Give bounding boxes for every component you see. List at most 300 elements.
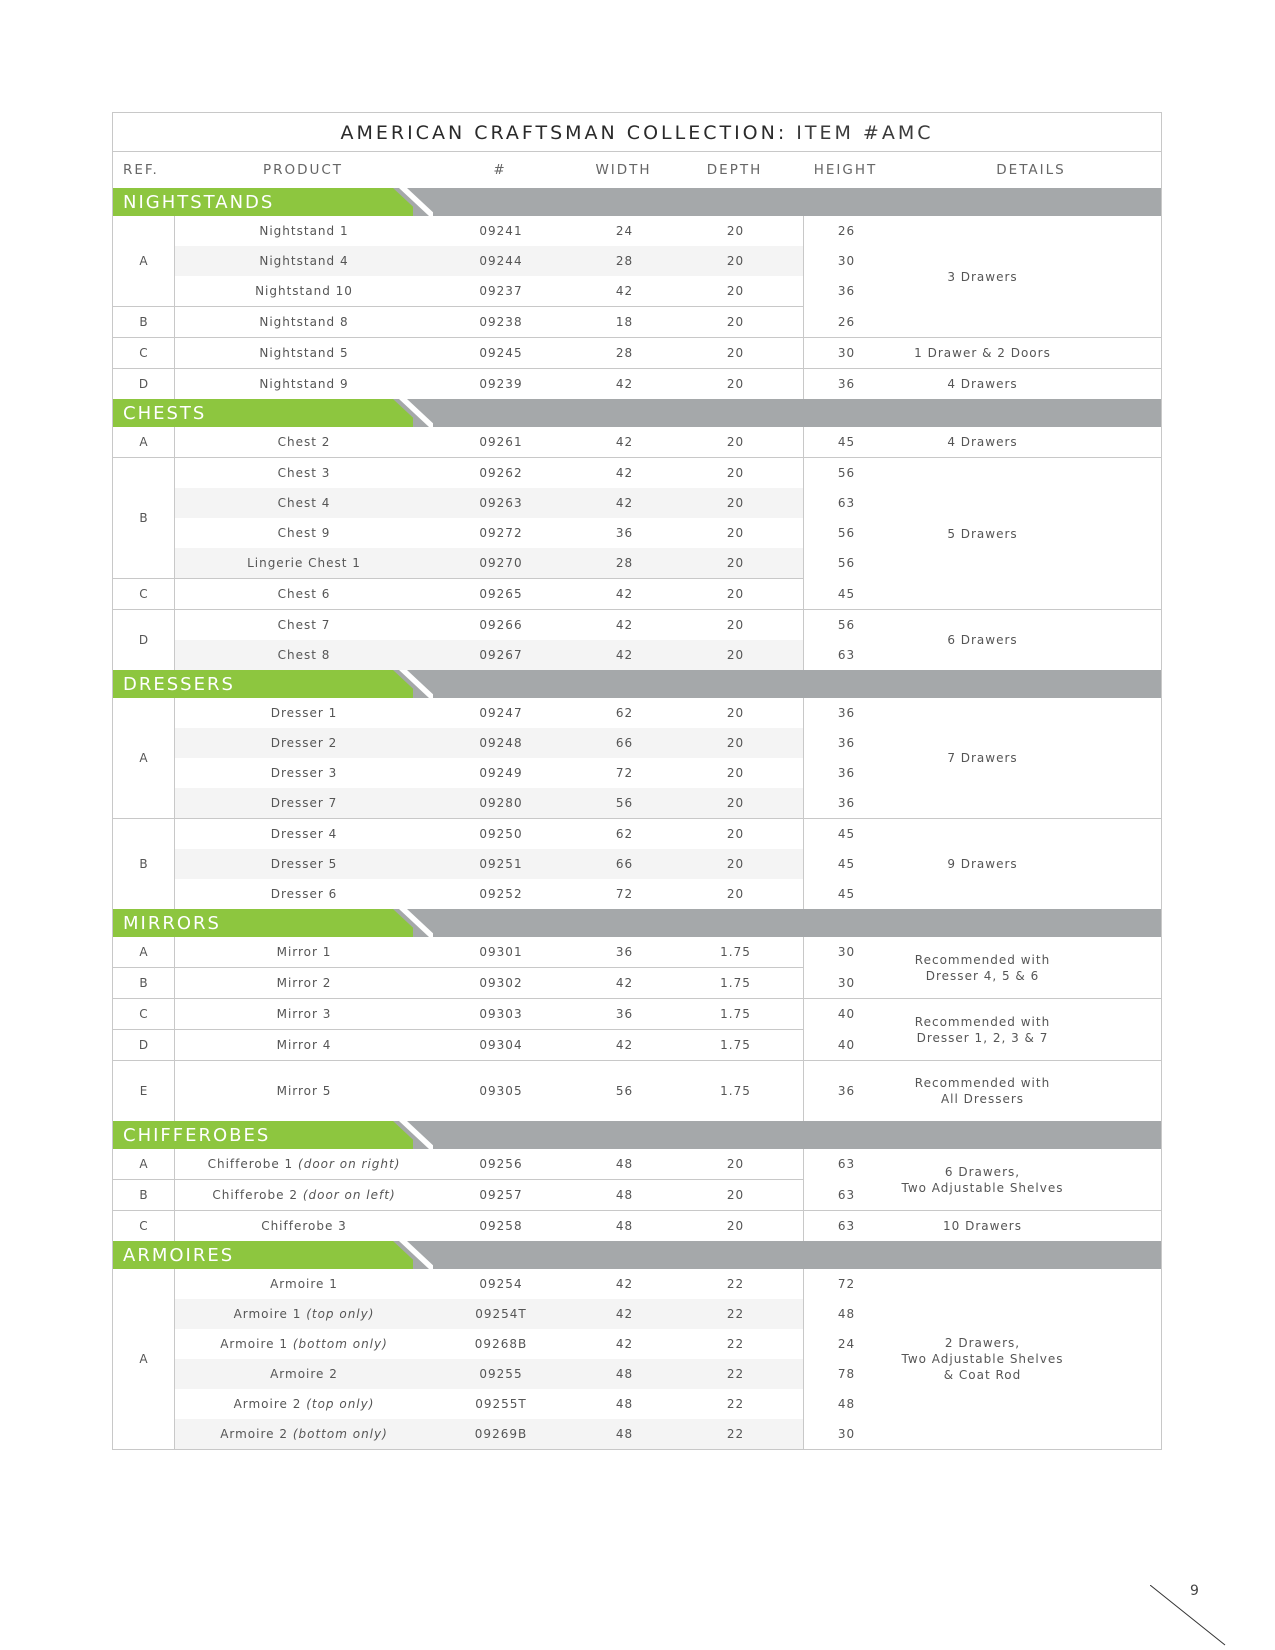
product-label: Dresser 6 — [270, 887, 338, 901]
title-item: ITEM #AMC — [787, 122, 934, 144]
height-value: 63 — [837, 648, 856, 662]
section-rows — [113, 1269, 856, 1449]
details-cell: 6 Drawers, Two Adjustable Shelves — [901, 1164, 1064, 1195]
height-value: 40 — [837, 1038, 856, 1052]
ref-cell: A — [113, 1149, 175, 1179]
product-label: Armoire 2 — [233, 1397, 302, 1411]
item-number: 09256 — [479, 1157, 523, 1171]
width-value: 72 — [615, 887, 634, 901]
ref-cell: A — [113, 1269, 175, 1449]
ref-cell: D — [113, 369, 175, 399]
section-details — [804, 698, 1161, 909]
product-name — [175, 648, 433, 662]
group-rows — [175, 1211, 856, 1241]
depth-value: 22 — [726, 1337, 745, 1351]
ref-cell: A — [113, 698, 175, 818]
height-value: 63 — [837, 496, 856, 510]
section-rows — [113, 216, 856, 399]
ref-cell: D — [113, 1030, 175, 1060]
item-number: 09250 — [479, 827, 523, 841]
product-label: Nightstand 1 — [259, 224, 349, 238]
group-rows — [175, 1269, 856, 1449]
details-cell: 4 Drawers — [804, 368, 1161, 399]
height-value: 63 — [837, 1157, 856, 1171]
ref-cell: A — [113, 427, 175, 457]
group-rows — [175, 1061, 856, 1121]
product-label: Armoire 2 — [220, 1427, 288, 1441]
item-number: 09280 — [479, 796, 523, 810]
item-number: 09257 — [479, 1188, 523, 1202]
row-group — [113, 967, 856, 998]
depth-value: 20 — [726, 887, 745, 901]
height-value: 30 — [837, 945, 856, 959]
height-value: 45 — [837, 827, 856, 841]
product-label: Dresser 3 — [270, 766, 338, 780]
item-number: 09262 — [479, 466, 523, 480]
details-cell: Recommended with Dresser 1, 2, 3 & 7 — [804, 998, 1161, 1060]
item-number: 09266 — [479, 618, 523, 632]
details-cell: 5 Drawers — [804, 457, 1161, 609]
width-value: 42 — [615, 496, 634, 510]
height-value: 63 — [837, 1219, 856, 1233]
group-rows — [175, 338, 856, 368]
ref-cell: B — [113, 307, 175, 337]
details-cell: Recommended with Dresser 4, 5 & 6 — [914, 952, 1051, 983]
section-header — [113, 670, 1161, 698]
item-number: 09268B — [474, 1337, 528, 1351]
product-label: Nightstand 9 — [259, 377, 349, 391]
row-group — [113, 609, 856, 670]
height-value: 56 — [837, 526, 856, 540]
product-name — [175, 1157, 433, 1171]
product-label: Chest 3 — [277, 466, 331, 480]
depth-value: 20 — [726, 224, 745, 238]
item-number: 09303 — [479, 1007, 523, 1021]
group-rows — [175, 999, 856, 1029]
ref-cell: E — [113, 1061, 175, 1121]
details-cell: 7 Drawers — [947, 751, 1018, 765]
width-value: 48 — [615, 1367, 634, 1381]
product-label: Chest 9 — [277, 526, 331, 540]
group-rows — [175, 307, 856, 337]
group-rows — [175, 427, 856, 457]
product-name — [175, 224, 433, 238]
row-group — [113, 1179, 856, 1210]
depth-value: 20 — [726, 254, 745, 268]
table-row — [175, 1030, 856, 1060]
table-row — [175, 1419, 856, 1449]
section-body — [113, 1269, 1161, 1449]
page-number: 9 — [1190, 1583, 1199, 1599]
product-label: Chest 2 — [277, 435, 331, 449]
header-product: PRODUCT — [262, 162, 344, 178]
product-name — [175, 346, 433, 360]
depth-value: 20 — [726, 1219, 745, 1233]
table-row — [175, 276, 856, 306]
ref-cell: C — [113, 338, 175, 368]
product-label: Mirror 5 — [276, 1084, 332, 1098]
product-label: Nightstand 10 — [255, 284, 353, 298]
table-title — [113, 113, 1161, 152]
width-value: 28 — [615, 346, 634, 360]
product-label: Chest 4 — [277, 496, 331, 510]
section-details — [804, 937, 1161, 1121]
height-value: 40 — [837, 1007, 856, 1021]
title-collection: AMERICAN CRAFTSMAN COLLECTION: — [340, 122, 788, 144]
product-label: Nightstand 4 — [259, 254, 349, 268]
table-row — [175, 458, 856, 488]
product-note: (bottom only) — [292, 1427, 388, 1441]
product-label: Mirror 1 — [276, 945, 332, 959]
section-body — [113, 698, 1161, 909]
table-row — [175, 819, 856, 849]
item-number: 09301 — [479, 945, 523, 959]
corner-decoration — [1150, 1585, 1230, 1650]
product-label: Mirror 4 — [276, 1038, 332, 1052]
product-name — [175, 1084, 433, 1098]
table-row — [175, 338, 856, 368]
item-number: 09239 — [479, 377, 523, 391]
product-name — [175, 496, 433, 510]
header-width: WIDTH — [595, 162, 652, 178]
product-label: Armoire 1 — [270, 1277, 338, 1291]
width-value: 42 — [615, 284, 634, 298]
width-value: 28 — [615, 254, 634, 268]
product-name — [175, 1188, 433, 1202]
row-group — [113, 1269, 856, 1449]
depth-value: 1.75 — [720, 1007, 751, 1021]
depth-value: 20 — [726, 377, 745, 391]
section-body — [113, 937, 1161, 1121]
depth-value: 20 — [726, 857, 745, 871]
height-value: 30 — [837, 346, 856, 360]
item-number: 09270 — [479, 556, 523, 570]
depth-value: 20 — [726, 556, 745, 570]
table-row — [175, 548, 856, 578]
item-number: 09238 — [479, 315, 523, 329]
product-label: Armoire 1 — [233, 1307, 302, 1321]
table-row — [175, 1180, 856, 1210]
table-row — [175, 1269, 856, 1299]
item-number: 09254T — [475, 1307, 527, 1321]
section-rows — [113, 698, 856, 909]
table-row — [175, 1061, 856, 1121]
item-number: 09304 — [479, 1038, 523, 1052]
table-row — [175, 307, 856, 337]
product-note: (top only) — [306, 1397, 375, 1411]
section-body — [113, 427, 1161, 670]
section-title: ARMOIRES — [123, 1245, 235, 1266]
item-number: 09255T — [475, 1397, 527, 1411]
product-name — [175, 587, 433, 601]
width-value: 42 — [615, 1307, 634, 1321]
width-value: 24 — [615, 224, 634, 238]
section-details — [804, 427, 1161, 670]
row-group — [113, 998, 856, 1029]
item-number: 09302 — [479, 976, 523, 990]
depth-value: 20 — [726, 766, 745, 780]
product-label: Dresser 2 — [270, 736, 338, 750]
table-row — [175, 758, 856, 788]
section-rows — [113, 427, 856, 670]
section-rows — [113, 937, 856, 1121]
details-cell: 1 Drawer & 2 Doors — [804, 337, 1161, 368]
row-group — [113, 1060, 856, 1121]
product-label: Dresser 1 — [270, 706, 338, 720]
item-number: 09254 — [479, 1277, 523, 1291]
item-number: 09247 — [479, 706, 523, 720]
width-value: 48 — [615, 1427, 634, 1441]
group-rows — [175, 458, 856, 578]
details-cell: 6 Drawers — [804, 609, 1161, 670]
ref-cell: C — [113, 1211, 175, 1241]
item-number: 09252 — [479, 887, 523, 901]
row-group — [113, 1210, 856, 1241]
product-label: Chest 7 — [277, 618, 331, 632]
depth-value: 20 — [726, 587, 745, 601]
section-title: CHIFFEROBES — [123, 1125, 271, 1146]
table-row — [175, 518, 856, 548]
product-name — [175, 1219, 433, 1233]
item-number: 09251 — [479, 857, 523, 871]
product-label: Mirror 2 — [276, 976, 332, 990]
table-row — [175, 728, 856, 758]
details-cell: 4 Drawers — [947, 435, 1018, 449]
depth-value: 20 — [726, 618, 745, 632]
section-title: NIGHTSTANDS — [123, 192, 275, 213]
group-rows — [175, 579, 856, 609]
section-details — [804, 1149, 1161, 1241]
height-value: 56 — [837, 556, 856, 570]
width-value: 42 — [615, 587, 634, 601]
depth-value: 20 — [726, 466, 745, 480]
table-row — [175, 968, 856, 998]
product-name — [175, 976, 433, 990]
width-value: 36 — [615, 526, 634, 540]
group-rows — [175, 937, 856, 967]
width-value: 48 — [615, 1157, 634, 1171]
product-name — [175, 766, 433, 780]
item-number: 09263 — [479, 496, 523, 510]
header-height: HEIGHT — [813, 162, 878, 178]
header-depth: DEPTH — [706, 162, 763, 178]
product-note: (door on right) — [298, 1157, 401, 1171]
height-value: 36 — [837, 706, 856, 720]
section-title: MIRRORS — [123, 913, 221, 934]
details-cell: 3 Drawers — [947, 269, 1018, 284]
row-group — [113, 1029, 856, 1060]
depth-value: 22 — [726, 1367, 745, 1381]
table-row — [175, 1299, 856, 1329]
height-value: 30 — [837, 1427, 856, 1441]
width-value: 42 — [615, 976, 634, 990]
product-label: Chifferobe 3 — [261, 1219, 347, 1233]
table-row — [175, 369, 856, 399]
height-value: 48 — [837, 1397, 856, 1411]
item-number: 09255 — [479, 1367, 523, 1381]
product-name — [175, 945, 433, 959]
product-note: (top only) — [306, 1307, 375, 1321]
product-name — [175, 254, 433, 268]
table-row — [175, 216, 856, 246]
group-rows — [175, 1030, 856, 1060]
depth-value: 20 — [726, 435, 745, 449]
width-value: 42 — [615, 1038, 634, 1052]
row-group — [113, 368, 856, 399]
row-group — [113, 216, 856, 306]
section-header — [113, 188, 1161, 216]
height-value: 45 — [837, 587, 856, 601]
product-label: Dresser 4 — [270, 827, 338, 841]
item-number: 09244 — [479, 254, 523, 268]
height-value: 30 — [837, 976, 856, 990]
width-value: 62 — [615, 827, 634, 841]
depth-value: 20 — [726, 1188, 745, 1202]
section-details — [804, 216, 1161, 399]
product-name — [175, 315, 433, 329]
height-value: 45 — [837, 887, 856, 901]
depth-value: 20 — [726, 736, 745, 750]
height-value: 56 — [837, 618, 856, 632]
depth-value: 20 — [726, 706, 745, 720]
depth-value: 22 — [726, 1307, 745, 1321]
width-value: 56 — [615, 796, 634, 810]
width-value: 42 — [615, 618, 634, 632]
width-value: 42 — [615, 466, 634, 480]
table-row — [175, 1211, 856, 1241]
row-group — [113, 427, 856, 457]
height-value: 45 — [837, 857, 856, 871]
table-row — [175, 610, 856, 640]
table-row — [175, 1149, 856, 1179]
depth-value: 1.75 — [720, 945, 751, 959]
width-value: 72 — [615, 766, 634, 780]
depth-value: 20 — [726, 1157, 745, 1171]
product-name — [175, 618, 433, 632]
row-group — [113, 818, 856, 909]
product-name — [175, 1397, 433, 1411]
header-ref: REF. — [123, 162, 159, 178]
table-row — [175, 246, 856, 276]
group-rows — [175, 968, 856, 998]
height-value: 45 — [837, 435, 856, 449]
height-value: 36 — [837, 796, 856, 810]
group-rows — [175, 216, 856, 306]
table-row — [175, 698, 856, 728]
table-row — [175, 879, 856, 909]
product-name — [175, 1277, 433, 1291]
depth-value: 20 — [726, 827, 745, 841]
product-note: (bottom only) — [292, 1337, 388, 1351]
product-label: Nightstand 5 — [259, 346, 349, 360]
product-label: Dresser 5 — [270, 857, 338, 871]
width-value: 42 — [615, 1277, 634, 1291]
height-value: 30 — [837, 254, 856, 268]
row-group — [113, 937, 856, 967]
group-rows — [175, 1180, 856, 1210]
product-label: Lingerie Chest 1 — [247, 556, 361, 570]
item-number: 09245 — [479, 346, 523, 360]
table-row — [175, 640, 856, 670]
details-cell: 2 Drawers, Two Adjustable Shelves & Coat Rod — [901, 1336, 1064, 1382]
group-rows — [175, 1149, 856, 1179]
width-value: 48 — [615, 1188, 634, 1202]
product-name — [175, 736, 433, 750]
header-number: # — [493, 162, 507, 178]
product-label: Mirror 3 — [276, 1007, 332, 1021]
table-row — [175, 1329, 856, 1359]
product-name — [175, 887, 433, 901]
width-value: 28 — [615, 556, 634, 570]
section-header — [113, 909, 1161, 937]
group-rows — [175, 819, 856, 909]
width-value: 62 — [615, 706, 634, 720]
section-title: CHESTS — [123, 403, 207, 424]
item-number: 09272 — [479, 526, 523, 540]
width-value: 18 — [615, 315, 634, 329]
item-number: 09258 — [479, 1219, 523, 1233]
details-cell: 10 Drawers — [804, 1210, 1161, 1241]
item-number: 09248 — [479, 736, 523, 750]
section-header — [113, 399, 1161, 427]
product-label: Dresser 7 — [270, 796, 338, 810]
height-value: 26 — [837, 224, 856, 238]
product-name — [175, 284, 433, 298]
product-name — [175, 796, 433, 810]
product-name — [175, 377, 433, 391]
item-number: 09261 — [479, 435, 523, 449]
product-name — [175, 706, 433, 720]
table-row — [175, 937, 856, 967]
height-value: 36 — [837, 377, 856, 391]
table-row — [175, 579, 856, 609]
product-label: Nightstand 8 — [259, 315, 349, 329]
product-label: Armoire 1 — [220, 1337, 288, 1351]
product-name — [175, 1337, 433, 1351]
depth-value: 1.75 — [720, 976, 751, 990]
width-value: 48 — [615, 1219, 634, 1233]
row-group — [113, 698, 856, 818]
depth-value: 22 — [726, 1277, 745, 1291]
ref-cell: B — [113, 968, 175, 998]
height-value: 63 — [837, 1188, 856, 1202]
product-name — [175, 435, 433, 449]
depth-value: 22 — [726, 1427, 745, 1441]
table-row — [175, 788, 856, 818]
row-group — [113, 1149, 856, 1179]
width-value: 66 — [615, 736, 634, 750]
width-value: 56 — [615, 1084, 634, 1098]
table-row — [175, 999, 856, 1029]
product-name — [175, 526, 433, 540]
depth-value: 20 — [726, 346, 745, 360]
product-label: Armoire 2 — [270, 1367, 338, 1381]
table-row — [175, 1389, 856, 1419]
product-label: Chifferobe 2 — [212, 1188, 298, 1202]
width-value: 36 — [615, 1007, 634, 1021]
depth-value: 20 — [726, 526, 745, 540]
row-group — [113, 306, 856, 337]
width-value: 42 — [615, 435, 634, 449]
item-number: 09269B — [474, 1427, 528, 1441]
height-value: 24 — [837, 1337, 856, 1351]
width-value: 66 — [615, 857, 634, 871]
section-details — [804, 1269, 1161, 1449]
width-value: 42 — [615, 1337, 634, 1351]
width-value: 48 — [615, 1397, 634, 1411]
product-name — [175, 1307, 433, 1321]
product-name — [175, 466, 433, 480]
